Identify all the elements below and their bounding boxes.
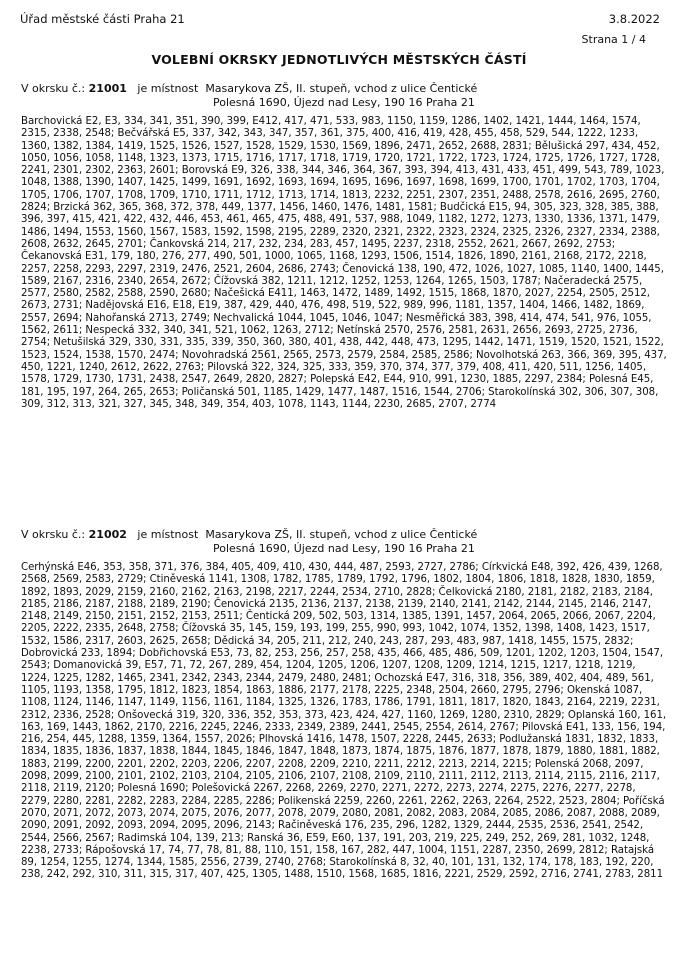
district-label: V okrsku č.: xyxy=(21,528,86,541)
district-header xyxy=(21,528,667,542)
page-title: VOLEBNÍ OKRSKY JEDNOTLIVÝCH MĚSTSKÝCH ČÁSTÍ xyxy=(151,52,527,67)
room-label: je místnost xyxy=(137,528,199,541)
page-number: Strana 1 / 4 xyxy=(581,33,646,46)
room-name: Masarykova ZŠ, II. stupeň, vchod z ulice Čentické xyxy=(205,82,478,95)
district-header xyxy=(21,82,667,96)
street-list: Cerhýnská E46, 353, 358, 371, 376, 384, 405, 409, 410, 430, 444, 487, 2593, 2727, 2786; Církvická E48, 392, 426, 439, 1268, 2568, 2569, 2583, 2729; Ctiněveská 1141, 1308, 1782, 1785, 1789, 1792, 1796, 1802, 1804, 1806, 1818, 1828, 1830, 1859, 1892, 1893, 2029, 2159, 2160, 2162, 2163, 2198, 2217, 2244, 2534, 2710, 2828; Čelkovická 2180, 2181, 2182, 2183, 2184, 2185, 2186, 2187, 2188, 2189, 2190; Čenovická 2135, 2136, 2137, 2138, 2139, 2140, 2141, 2142, 2144, 2145, 2146, 2147, 2148, 2149, 2150, 2151, 2152, 2153, 2511; Čentická 209, 502, 503, 1314, 1385, 1391, 1457, 2064, 2065, 2066, 2067, 2204, 2205, 2222, 2335, 2648, 2758; Čížovská 35, 145, 159, 193, 199, 255, 990, 993, 1042, 1074, 1352, 1398, 1408, 1423, 1517, 1532, 1586, 2317, 2603, 2625, 2658; Dědická 34, 205, 211, 212, 240, 243, 287, 293, 483, 987, 1418, 1455, 1575, 2832; Dobrovická 233, 1894; Dobřichovská E53, 73, 82, 253, 256, 257, 258, 435, 466, 485, 486, 509, 1201, 1202, 1203, 1504, 1547, 2543; Domanovická 39, E57, 71, 72, 267, 289, 454, 1204, 1205, 1206, 1207, 1208, 1209, 1214, 1215, 1217, 1218, 1219, 1224, 1225, 1282, 1465, 2341, 2342, 2343, 2344, 2479, 2480, 2481; Ochozská E47, 316, 318, 356, 389, 402, 404, 489, 561, 1105, 1193, 1358, 1795, 1812, 1823, 1854, 1863, 1886, 2177, 2178, 2225, 2348, 2504, 2660, 2795, 2796; Okenská 1087, 1108, 1124, 1146, 1147, 1149, 1156, 1161, 1184, 1325, 1326, 1783, 1786, 1791, 1811, 1817, 1820, 1843, 2164, 2219, 2231, 2312, 2336, 2528; Onšovecká 319, 320, 336, 352, 353, 373, 423, 424, 427, 1160, 1269, 1280, 2310, 2829; Oplanská 160, 161, 163, 169, 1443, 1862, 2170, 2216, 2245, 2246, 2333, 2349, 2389, 2441, 2545, 2554, 2614, 2767; Pilovská E41, 133, 156, 194, 216, 254, 445, 1288, 1359, 1364, 1557, 2026; Plhovská 1416, 1478, 1507, 2228, 2445, 2633; Podlužanská 1831, 1832, 1833, 1834, 1835, 1836, 1837, 1838, 1844, 1845, 1846, 1847, 1848, 1873, 1874, 1875, 1876, 1877, 1878, 1879, 1880, 1881, 1882, 1883, 2199, 2200, 2201, 2202, 2203, 2206, 2207, 2208, 2209, 2210, 2211, 2212, 2213, 2214, 2215; Polenská 2068, 2097, 2098, 2099, 2100, 2101, 2102, 2103, 2104, 2105, 2106, 2107, 2108, 2109, 2110, 2111, 2112, 2113, 2114, 2115, 2116, 2117, 2118, 2119, 2120; Polesná 1690; Polešovická 2267, 2268, 2269, 2270, 2271, 2272, 2273, 2274, 2275, 2276, 2277, 2278, 2279, 2280, 2281, 2282, 2283, 2284, 2285, 2286; Polikenská 2259, 2260, 2261, 2262, 2263, 2264, 2522, 2523, 2804; Poříčská 2070, 2071, 2072, 2073, 2074, 2075, 2076, 2077, 2078, 2079, 2080, 2081, 2082, 2083, 2084, 2085, 2086, 2087, 2088, 2089, 2090, 2091, 2092, 2093, 2094, 2095, 2096, 2143; Račiněveská 176, 235, 296, 1282, 1329, 2444, 2535, 2536, 2541, 2542, 2544, 2566, 2567; Radimská 104, 139, 213; Ranská 36, E59, E60, 137, 191, 203, 219, 225, 249, 252, 269, 281, 1032, 1248, 2238, 2733; Rápošovská 17, 74, 77, 78, 81, 88, 110, 151, 158, 167, 282, 447, 1004, 1151, 2287, 2350, 2699, 2812; Ratajská 89, 1254, 1255, 1274, 1344, 1585, 2556, 2739, 2740, 2768; Starokolínská 8, 32, 40, 101, 131, 132, 174, 178, 183, 192, 220, 238, 242, 292, 310, 311, 315, 317, 407, 425, 1305, 1488, 1510, 1568, 1685, 1816, 2221, 2529, 2592, 2716, 2741, 2783, 2811 xyxy=(21,562,667,881)
district-number: 21001 xyxy=(88,82,127,95)
district-label: V okrsku č.: xyxy=(21,82,86,95)
office-name: Úřad městské části Praha 21 xyxy=(20,12,185,26)
street-list: Barchovická E2, E3, 334, 341, 351, 390, 399, E412, 417, 471, 533, 983, 1150, 1159, 1286, 1402, 1421, 1444, 1464, 1574, 2315, 2338, 2548; Bečvářská E5, 337, 342, 343, 347, 357, 361, 375, 400, 416, 419, 428, 455, 458, 529, 544, 1222, 1233, 1360, 1382, 1384, 1419, 1525, 1526, 1527, 1528, 1529, 1530, 1569, 1896, 2471, 2652, 2688, 2831; Bělušická 297, 434, 452, 1050, 1056, 1058, 1148, 1323, 1373, 1715, 1716, 1717, 1718, 1719, 1720, 1721, 1722, 1723, 1724, 1725, 1726, 1727, 1728, 2241, 2301, 2302, 2363, 2601; Borovská E9, 326, 338, 344, 346, 364, 367, 393, 394, 413, 431, 433, 451, 499, 543, 789, 1023, 1048, 1388, 1390, 1407, 1425, 1499, 1691, 1692, 1693, 1694, 1695, 1696, 1697, 1698, 1699, 1700, 1701, 1702, 1703, 1704, 1705, 1706, 1707, 1708, 1709, 1710, 1711, 1712, 1713, 1714, 1813, 2232, 2251, 2307, 2351, 2488, 2578, 2616, 2695, 2760, 2824; Brzická 362, 365, 368, 372, 378, 449, 1377, 1456, 1460, 1476, 1481, 1581; Budčická E15, 94, 305, 323, 328, 385, 388, 396, 397, 415, 421, 422, 432, 446, 453, 461, 465, 475, 488, 491, 537, 988, 1049, 1182, 1272, 1273, 1330, 1336, 1371, 1479, 1486, 1494, 1553, 1560, 1567, 1583, 1592, 1598, 2195, 2289, 2320, 2321, 2322, 2323, 2324, 2325, 2326, 2327, 2334, 2388, 2608, 2632, 2645, 2701; Čankovská 214, 217, 232, 234, 283, 457, 1495, 2237, 2318, 2552, 2621, 2667, 2692, 2753; Čekanovská E31, 179, 180, 276, 277, 490, 501, 1000, 1065, 1168, 1293, 1506, 1514, 1826, 1890, 2161, 2168, 2172, 2218, 2257, 2258, 2293, 2297, 2319, 2476, 2521, 2604, 2686, 2743; Čenovická 138, 190, 472, 1026, 1027, 1085, 1140, 1400, 1445, 1589, 2167, 2316, 2340, 2654, 2672; Čížovská 382, 1211, 1212, 1252, 1253, 1264, 1265, 1503, 1787; Načeradecká 2575, 2577, 2580, 2582, 2588, 2590, 2680; Načešická E411, 1463, 1472, 1489, 1492, 1515, 1868, 1870, 2027, 2254, 2505, 2512, 2673, 2731; Nadějovská E16, E18, E19, 387, 429, 440, 476, 498, 519, 522, 989, 996, 1181, 1357, 1404, 1466, 1482, 1869, 2557, 2694; Nahořanská 2713, 2749; Nechvalická 1044, 1045, 1046, 1047; Nesměřická 383, 398, 414, 474, 541, 976, 1055, 1562, 2611; Nespecká 332, 340, 341, 521, 1062, 1263, 2712; Netínská 2570, 2576, 2581, 2631, 2656, 2693, 2725, 2736, 2754; Netušilská 329, 330, 331, 335, 339, 350, 360, 380, 401, 438, 442, 448, 473, 1295, 1442, 1471, 1519, 1520, 1521, 1522, 1523, 1524, 1538, 1570, 2474; Novohradská 2561, 2565, 2573, 2579, 2584, 2585, 2586; Novolhotská 263, 366, 369, 395, 437, 450, 1221, 1240, 2612, 2622, 2763; Pilovská 322, 324, 325, 333, 359, 370, 374, 377, 379, 408, 411, 420, 511, 1256, 1405, 1578, 1729, 1730, 1731, 2438, 2547, 2649, 2820, 2827; Polepská E42, E44, 910, 991, 1230, 1885, 2297, 2384; Polesná E45, 181, 195, 197, 264, 265, 2653; Poličanská 501, 1185, 1429, 1477, 1487, 1516, 1544, 2706; Starokolínská 302, 306, 307, 308, 309, 312, 313, 321, 327, 345, 348, 349, 354, 403, 1078, 1143, 1144, 2230, 2685, 2707, 2774 xyxy=(21,116,667,410)
district-21002 xyxy=(21,528,667,882)
district-21001 xyxy=(21,82,667,411)
room-label: je místnost xyxy=(137,82,199,95)
district-number: 21002 xyxy=(88,528,127,541)
room-name: Masarykova ZŠ, II. stupeň, vchod z ulice Čentické xyxy=(205,528,478,541)
document-date: 3.8.2022 xyxy=(608,12,660,26)
district-address: Polesná 1690, Újezd nad Lesy, 190 16 Praha 21 xyxy=(213,542,475,555)
district-address: Polesná 1690, Újezd nad Lesy, 190 16 Praha 21 xyxy=(213,96,475,109)
